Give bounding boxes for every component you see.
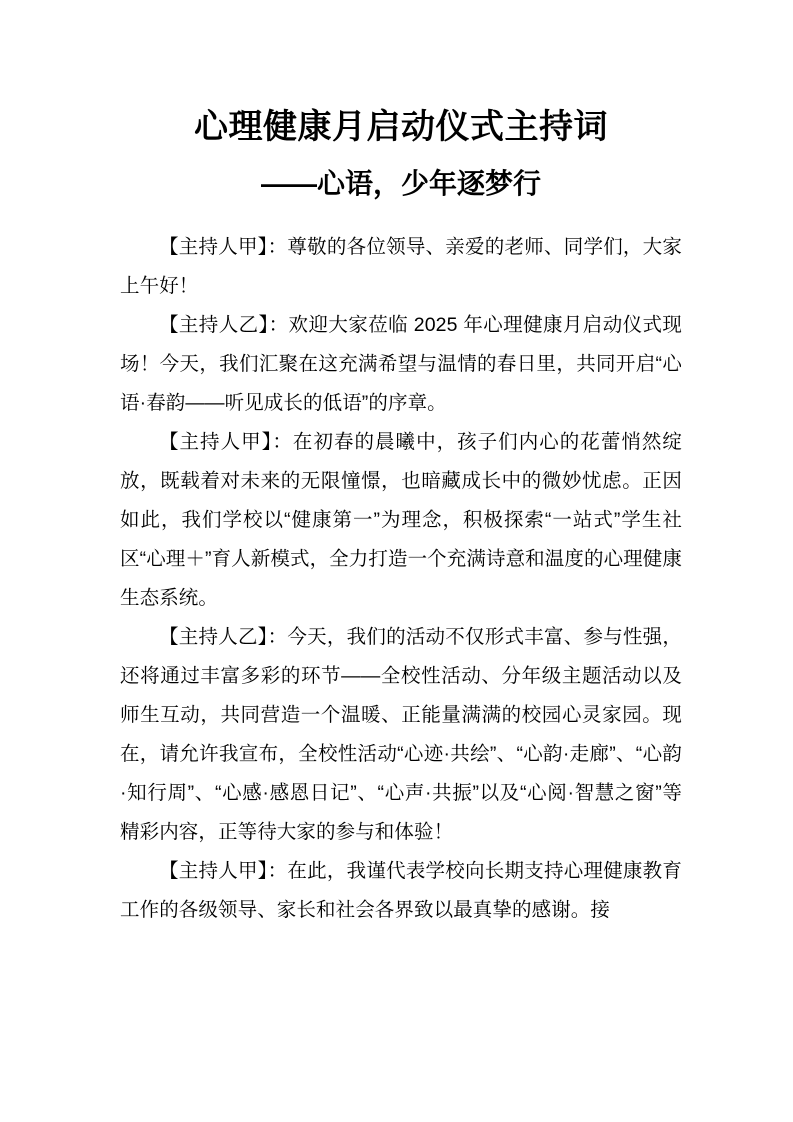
paragraph: 【主持人甲】：尊敬的各位领导、亲爱的老师、同学们，大家上午好！	[120, 236, 682, 297]
paragraph: 【主持人乙】：欢迎大家莅临 2025 年心理健康月启动仪式现场！今天，我们汇聚在这充满希望与温情的春日里，共同开启“心语·春韵——听见成长的低语”的序章。	[120, 314, 682, 414]
document-title: 心理健康月启动仪式主持词	[194, 108, 608, 146]
document-body	[120, 0, 682, 930]
document-subtitle: ——心语，少年逐梦行	[260, 168, 541, 199]
paragraph: 【主持人乙】：今天，我们的活动不仅形式丰富、参与性强，还将通过丰富多彩的环节——全校性活动、分年级主题活动以及师生互动，共同营造一个温暖、正能量满满的校园心灵家园。现在，请允许我宣布，全校性活动“心迹·共绘”、“心韵·走廊”、“心韵·知行周”、“心感·感恩日记”、“心声·共振”以及“心阅·智慧之窗”等精彩内容，正等待大家的参与和体验！	[120, 626, 682, 843]
paragraph: 【主持人甲】：在初春的晨曦中，孩子们内心的花蕾悄然绽放，既载着对未来的无限憧憬，也暗藏成长中的微妙忧虑。正因如此，我们学校以“健康第一”为理念，积极探索“一站式”学生社区“心理＋”育人新模式，全力打造一个充满诗意和温度的心理健康生态系统。	[120, 431, 682, 609]
paragraph-list	[120, 206, 682, 930]
paragraph: 【主持人甲】：在此，我谨代表学校向长期支持心理健康教育工作的各级领导、家长和社会各界致以最真挚的感谢。接	[120, 860, 682, 921]
